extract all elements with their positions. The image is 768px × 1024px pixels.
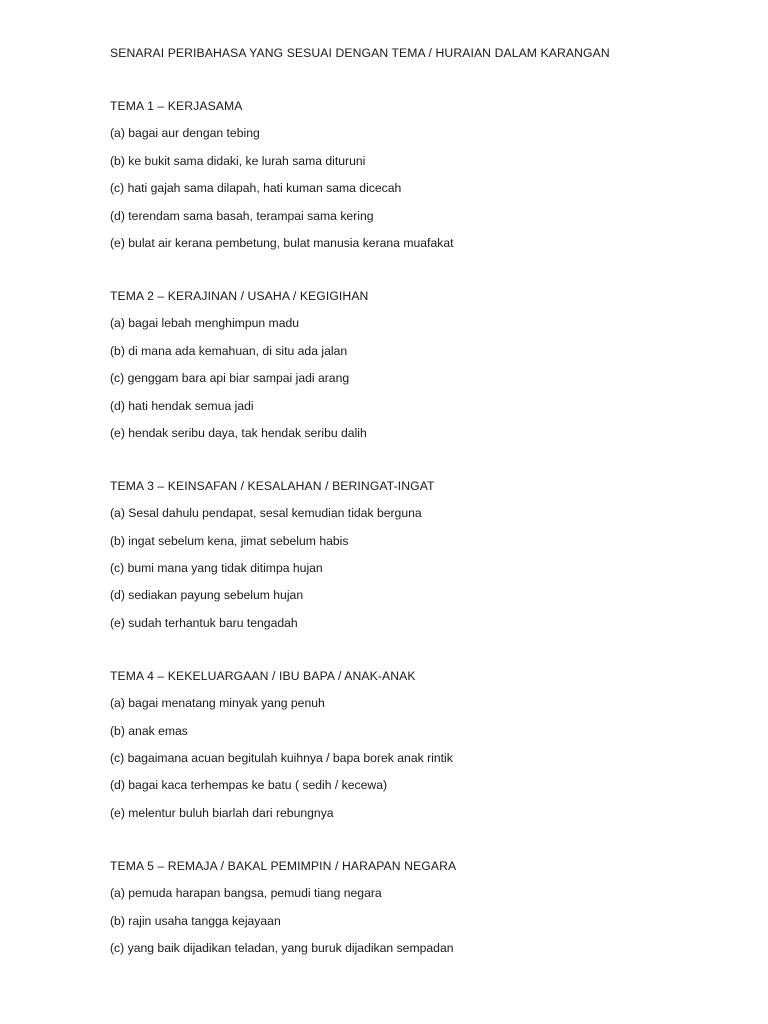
proverb-item: (e) sudah terhantuk baru tengadah <box>110 615 298 630</box>
section-tema-5 <box>110 856 730 958</box>
proverb-item: (b) anak emas <box>110 723 188 738</box>
section-heading: TEMA 3 – KEINSAFAN / KESALAHAN / BERINGAT-INGAT <box>110 478 435 493</box>
proverb-list <box>110 693 730 823</box>
section-tema-2 <box>110 286 730 443</box>
proverb-list <box>110 503 730 633</box>
proverb-item: (e) bulat air kerana pembetung, bulat manusia kerana muafakat <box>110 235 454 250</box>
section-tema-3 <box>110 476 730 633</box>
section-tema-4 <box>110 666 730 823</box>
proverb-item: (a) Sesal dahulu pendapat, sesal kemudian tidak berguna <box>110 506 422 521</box>
section-heading: TEMA 5 – REMAJA / BAKAL PEMIMPIN / HARAPAN NEGARA <box>110 858 457 873</box>
section-heading: TEMA 1 – KERJASAMA <box>110 99 243 113</box>
section-heading: TEMA 4 – KEKELUARGAAN / IBU BAPA / ANAK-ANAK <box>110 668 416 683</box>
proverb-item: (c) bumi mana yang tidak ditimpa hujan <box>110 561 323 576</box>
proverb-item: (d) bagai kaca terhempas ke batu ( sedih / kecewa) <box>110 778 388 793</box>
section-tema-1 <box>110 96 730 253</box>
section-heading: TEMA 2 – KERAJINAN / USAHA / KEGIGIHAN <box>110 288 369 303</box>
proverb-item: (c) hati gajah sama dilapah, hati kuman sama dicecah <box>110 181 402 196</box>
proverb-list <box>110 123 730 253</box>
document-title: SENARAI PERIBAHASA YANG SESUAI DENGAN TEMA / HURAIAN DALAM KARANGAN <box>110 46 610 60</box>
proverb-item: (a) bagai aur dengan tebing <box>110 126 260 141</box>
proverb-item: (c) genggam bara api biar sampai jadi arang <box>110 371 350 386</box>
proverb-list <box>110 313 730 443</box>
proverb-item: (b) di mana ada kemahuan, di situ ada jalan <box>110 343 348 358</box>
document-page <box>110 43 730 958</box>
proverb-item: (b) rajin usaha tangga kejayaan <box>110 913 281 928</box>
proverb-item: (d) terendam sama basah, terampai sama kering <box>110 208 374 223</box>
proverb-item: (b) ingat sebelum kena, jimat sebelum habis <box>110 533 349 548</box>
proverb-item: (e) melentur buluh biarlah dari rebungnya <box>110 805 334 820</box>
proverb-item: (a) bagai lebah menghimpun madu <box>110 316 300 331</box>
proverb-item: (a) pemuda harapan bangsa, pemudi tiang negara <box>110 886 382 901</box>
proverb-item: (d) sediakan payung sebelum hujan <box>110 588 304 603</box>
proverb-item: (b) ke bukit sama didaki, ke lurah sama dituruni <box>110 153 366 168</box>
proverb-list <box>110 883 730 958</box>
proverb-item: (c) bagaimana acuan begitulah kuihnya / bapa borek anak rintik <box>110 751 453 766</box>
proverb-item: (a) bagai menatang minyak yang penuh <box>110 696 325 711</box>
proverb-item: (e) hendak seribu daya, tak hendak seribu dalih <box>110 425 367 440</box>
proverb-item: (d) hati hendak semua jadi <box>110 398 254 413</box>
proverb-item: (c) yang baik dijadikan teladan, yang buruk dijadikan sempadan <box>110 940 454 955</box>
